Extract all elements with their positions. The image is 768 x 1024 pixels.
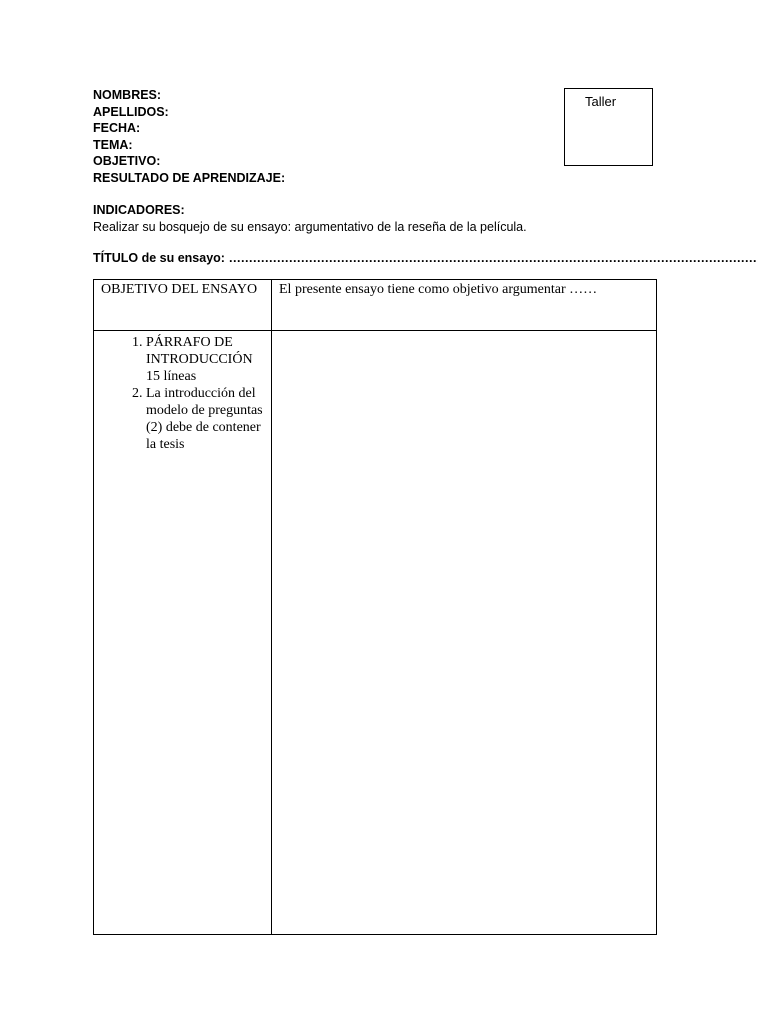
essay-title-label: TÍTULO de su ensayo: (93, 251, 225, 265)
indicators-section (93, 202, 527, 235)
objective-text-cell (272, 280, 657, 331)
indicators-text: Realizar su bosquejo de su ensayo: argumentativo de la reseña de la película. (93, 219, 527, 234)
objective-label: OBJETIVO DEL ENSAYO (101, 282, 258, 297)
table-row (94, 280, 657, 331)
student-info-fields (93, 87, 285, 186)
table-row (94, 331, 657, 935)
field-tema: TEMA: (93, 137, 133, 152)
steps-list (94, 334, 268, 453)
field-apellidos: APELLIDOS: (93, 104, 169, 119)
objective-label-cell (94, 280, 272, 331)
essay-outline-table (93, 279, 657, 935)
list-item: 2. La introducción del modelo de preguntas (2) debe de contener la tesis (146, 385, 268, 453)
indicators-label: INDICADORES: (93, 203, 185, 217)
field-objetivo: OBJETIVO: (93, 154, 161, 168)
field-nombres: NOMBRES: (93, 88, 162, 102)
taller-box (564, 88, 653, 166)
essay-title-line (93, 251, 757, 265)
content-cell (272, 331, 657, 935)
steps-cell (94, 331, 272, 935)
objective-text: El presente ensayo tiene como objetivo argumentar …… (279, 282, 598, 297)
list-item: 1. PÁRRAFO DE INTRODUCCIÓN 15 líneas (146, 334, 268, 385)
field-fecha: FECHA: (93, 121, 141, 135)
field-resultado-aprendizaje: RESULTADO DE APRENDIZAJE: (93, 170, 286, 185)
taller-label: Taller (585, 94, 617, 109)
essay-title-dots: …………………………………………………………………………………………………………………… (228, 251, 757, 265)
